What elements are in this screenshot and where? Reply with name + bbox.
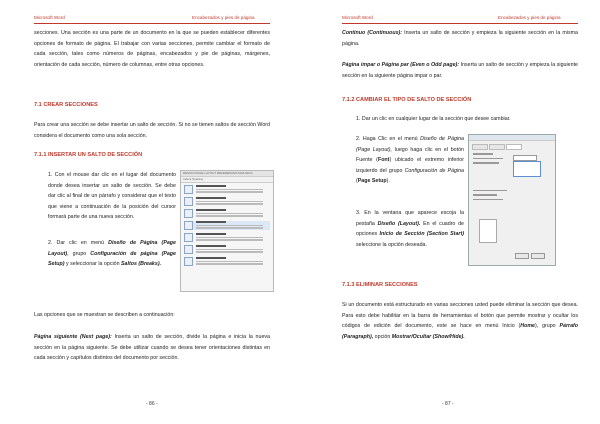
- heading-7-1-2: 7.1.2 CAMBIAR EL TIPO DE SALTO DE SECCIÓN: [342, 97, 472, 103]
- left-page-number: - 86 -: [146, 401, 158, 407]
- change-step-1: 1. Dar un clic en cualquier lugar de la sección que desee cambiar.: [356, 116, 511, 122]
- right-header-title: Microsoft Word: [342, 15, 373, 20]
- break-option-text-wrapping: [184, 209, 270, 218]
- intro-paragraph: secciones. Una sección es una parte de un documento en la que se pueden establecer diferentes opciones de formato de página. El trabajar con varias secciones, permite cambiar el formato de cada sección, tales como números de páginas, encabezados y pie de páginas, márgenes, orientación de cada sección, número de columnas, entre otras opciones.: [34, 30, 270, 68]
- heading-7-1: 7.1 CREAR SECCIONES: [34, 102, 98, 108]
- change-step-3: 3. En la ventana que aparece escoja la pestaña Diseño (Layout). En el cuadro de opciones Inicio de Sección (Section Start) seleccione la opción deseada.: [356, 210, 464, 248]
- ribbon-tabs: DESIGN PAGE LAYOUT REFERENCES MAILINGS: [181, 171, 273, 177]
- paragraph-7-1: Para crear una sección se debe insertar un salto de sección. Si no se tienen saltos de sección Word considera el documento como una sola sección.: [34, 122, 270, 139]
- dialog-tab-margins: [472, 144, 488, 150]
- dialog-tab-paper: [489, 144, 505, 150]
- left-header-chapter: Encabezados y pies de página: [192, 15, 255, 20]
- break-option-continuous: [184, 233, 270, 242]
- right-header-chapter: Encabezados y pies de página: [498, 15, 561, 20]
- step-2: 2. Dar clic en menú Diseño de Página (Page Layout), grupo Configuración de página (Page Setup) y seleccionar la opción Saltos (Breaks).: [48, 240, 176, 268]
- change-step-2: 2. Haga Clic en el menú Diseño de Página (Page Layout), luego haga clic en el botón Fuente (Font) ubicado el extremo inferior izquierdo del grupo Configuración de Página (Page Setup).: [356, 136, 465, 185]
- dialog-tab-layout: [506, 144, 522, 150]
- breaks-menu-screenshot: [180, 170, 274, 292]
- left-header-title: Microsoft Word: [34, 15, 65, 20]
- step-1: [48, 170, 176, 223]
- right-page: [300, 0, 600, 424]
- text-wrapping-icon: [184, 209, 193, 218]
- break-option-column: [184, 197, 270, 206]
- page-setup-dialog-screenshot: [468, 134, 556, 266]
- continuous-icon: [184, 233, 193, 242]
- page-break-icon: [184, 185, 193, 194]
- heading-7-1-1: 7.1.1 INSERTAR UN SALTO DE SECCIÓN: [34, 152, 143, 158]
- right-page-number: - 87 -: [442, 401, 454, 407]
- continuous-description: Continuo (Continuous): Inserta un salto de sección y empieza la siguiente sección en la misma página.: [342, 30, 578, 47]
- heading-7-1-3: 7.1.3 ELIMINAR SECCIONES: [342, 282, 418, 288]
- next-page-icon: [184, 221, 193, 230]
- dialog-tabs: [472, 144, 552, 150]
- left-header-rule: [34, 23, 270, 24]
- column-break-icon: [184, 197, 193, 206]
- step-1-text: Con el mouse dar clic en el lugar del documento donde desea insertar un salto de sección. Se debe dar clic al final de un párrafo y considerar que el texto que viene a continuación de la posición del cursor formará parte de una nueva sección.: [48, 172, 177, 221]
- next-page-description: Página siguiente (Next page): Inserta un salto de sección, divide la página e inicia la nueva sección en la página siguiente. Se debe utilizar cuando se desea tener orientaciones distintas en cada sección y capítulos distintos del documento por sección.: [34, 334, 270, 362]
- break-option-odd-page: [184, 257, 270, 266]
- break-option-next-page: [184, 221, 270, 230]
- dialog-preview: [479, 219, 497, 243]
- section-start-dropdown: [513, 161, 541, 177]
- right-header-rule: [342, 23, 578, 24]
- ribbon-group-labels: Indent Spacing: [181, 177, 273, 183]
- dialog-titlebar: [469, 135, 555, 141]
- dialog-cancel-button: [531, 253, 545, 259]
- break-option-page: [184, 185, 270, 194]
- dialog-ok-button: [515, 253, 529, 259]
- odd-page-icon: [184, 257, 193, 266]
- options-intro: Las opciones que se muestran se describen a continuación:: [34, 312, 175, 318]
- step-1-number: 1.: [48, 172, 53, 178]
- delete-sections-paragraph: Si un documento está estructurado en varias secciones usted puede eliminar la sección que desea. Para esto debe habilitar en la barra de herramientas el botón que permite mostrar y ocultar los códigos de edición del documento, este se hace en menú Inicio (Home), grupo Párrafo (Paragraph), opción Mostrar/Ocultar (Show/Hide).: [342, 302, 579, 340]
- odd-even-description: Página impar o Página par (Even o Odd page): Inserta un salto de sección y empieza la siguiente sección en la siguiente página impar o par.: [342, 62, 578, 79]
- break-option-even-page: [184, 245, 270, 254]
- even-page-icon: [184, 245, 193, 254]
